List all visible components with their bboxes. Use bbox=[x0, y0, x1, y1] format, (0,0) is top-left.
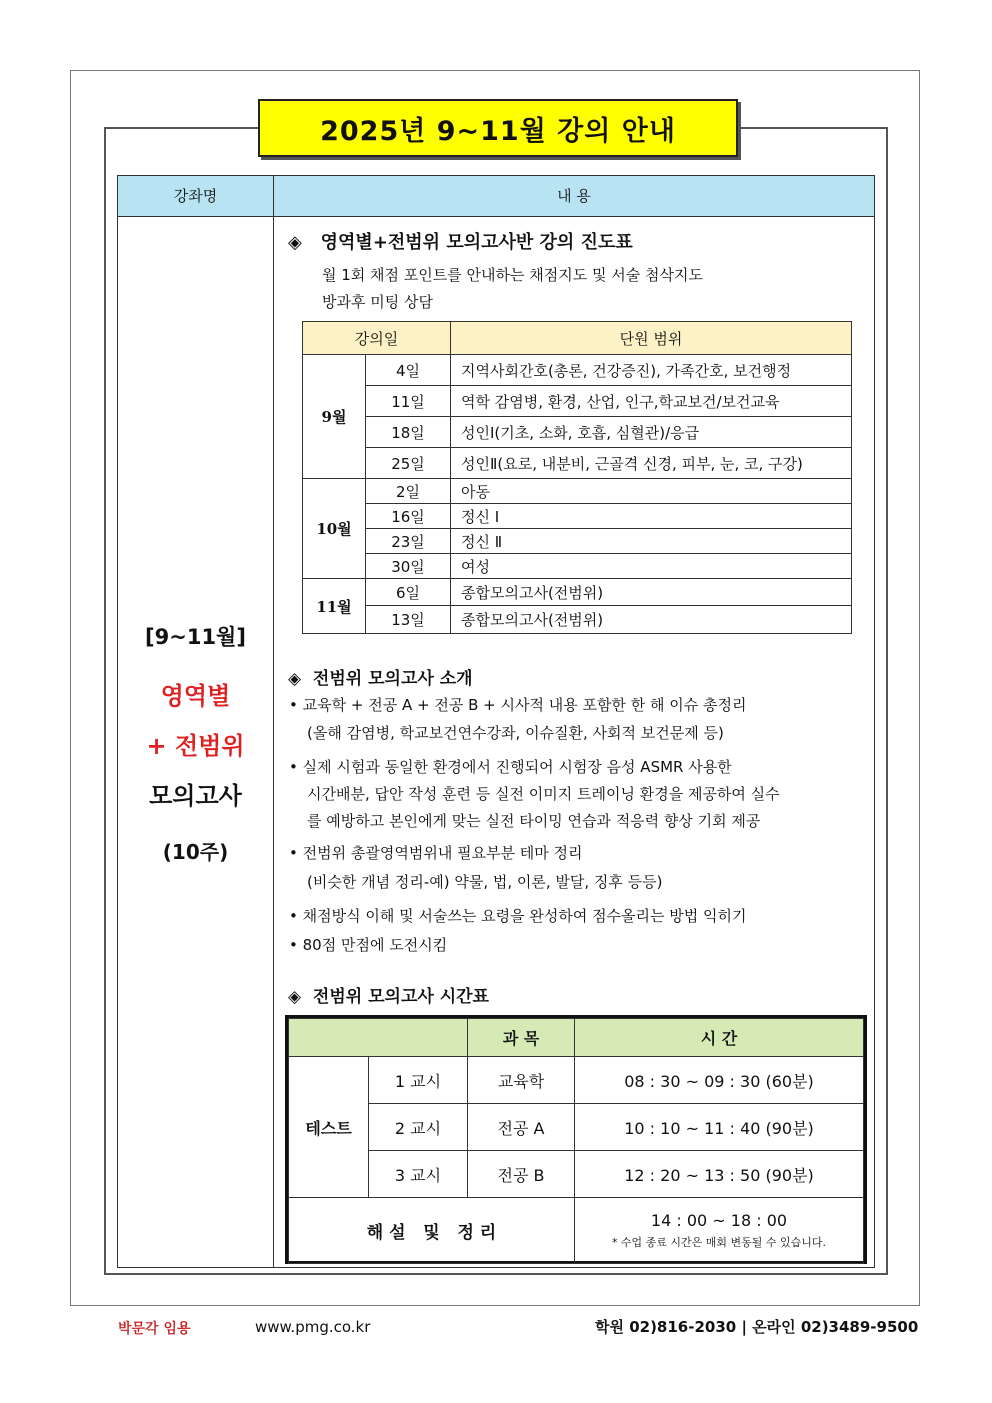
intro-item: • 80점 만점에 도전시킴 bbox=[289, 936, 448, 954]
time-cell: 08 : 30 ~ 09 : 30 (60분) bbox=[575, 1057, 864, 1104]
table-row bbox=[303, 479, 852, 504]
table-row bbox=[289, 1198, 864, 1264]
schedule-title-text: 전범위 모의고사 시간표 bbox=[312, 987, 489, 1007]
day-cell: 4일 bbox=[366, 355, 451, 386]
course-name-line1: 영역별 bbox=[160, 682, 231, 710]
diamond-icon: ◈ bbox=[288, 669, 302, 689]
bullet-icon: • bbox=[289, 936, 298, 954]
review-label: 해 설 및 정 리 bbox=[289, 1198, 575, 1264]
footer-url[interactable]: www.pmg.co.kr bbox=[255, 1318, 371, 1336]
intro-item-cont: 시간배분, 답안 작성 훈련 등 실전 이미지 트레이닝 환경을 제공하여 실수 bbox=[307, 785, 780, 803]
bullet-icon: • bbox=[289, 844, 298, 862]
period-cell: 3 교시 bbox=[369, 1151, 468, 1198]
month-cell: 10월 bbox=[303, 479, 366, 579]
subject-cell: 전공 A bbox=[468, 1104, 575, 1151]
day-cell: 18일 bbox=[366, 417, 451, 448]
day-cell: 6일 bbox=[366, 579, 451, 606]
header-content: 내 용 bbox=[557, 187, 591, 205]
table-row bbox=[303, 417, 852, 448]
time-cell: 12 : 20 ~ 13 : 50 (90분) bbox=[575, 1151, 864, 1198]
intro-title-text: 전범위 모의고사 소개 bbox=[312, 669, 473, 689]
schedule-section-title bbox=[288, 982, 489, 1007]
table-row bbox=[303, 529, 852, 554]
bullet-icon: • bbox=[289, 758, 298, 776]
schedule-col-subject: 과 목 bbox=[468, 1019, 575, 1057]
page-title: 2025년 9~11월 강의 안내 bbox=[258, 99, 738, 157]
course-name-line3: 모의고사 bbox=[149, 782, 242, 810]
day-cell: 11일 bbox=[366, 386, 451, 417]
course-name-cell bbox=[118, 216, 273, 1267]
intro-item-cont: 를 예방하고 본인에게 맞는 실전 타이밍 연습과 적응력 향상 기회 제공 bbox=[307, 812, 761, 830]
table-row bbox=[289, 1104, 864, 1151]
intro-item: • 채점방식 이해 및 서술쓰는 요령을 완성하여 점수올리는 방법 익히기 bbox=[289, 907, 747, 925]
day-cell: 30일 bbox=[366, 554, 451, 579]
progress-desc-line1: 월 1회 채점 포인트를 안내하는 채점지도 및 서술 첨삭지도 bbox=[322, 266, 703, 284]
intro-item: • 교육학 + 전공 A + 전공 B + 시사적 내용 포함한 한 해 이슈 총정리 bbox=[289, 696, 747, 714]
range-cell: 역학 감염병, 환경, 산업, 인구,학교보건/보건교육 bbox=[451, 386, 852, 417]
intro-item: • 전범위 총괄영역범위내 필요부분 테마 정리 bbox=[289, 844, 583, 862]
bullet-icon: • bbox=[289, 907, 298, 925]
schedule-corner bbox=[289, 1019, 468, 1057]
day-cell: 13일 bbox=[366, 606, 451, 634]
table-row bbox=[303, 504, 852, 529]
progress-table bbox=[302, 321, 852, 634]
course-duration: (10주) bbox=[162, 840, 229, 864]
range-cell: 종합모의고사(전범위) bbox=[451, 606, 852, 634]
progress-title-text: 영역별+전범위 모의고사반 강의 진도표 bbox=[320, 232, 633, 253]
range-cell: 성인Ⅱ(요로, 내분비, 근골격 신경, 피부, 눈, 코, 구강) bbox=[451, 448, 852, 479]
schedule-table bbox=[285, 1015, 867, 1264]
range-cell: 지역사회간호(총론, 건강증진), 가족간호, 보건행정 bbox=[451, 355, 852, 386]
table-row bbox=[303, 554, 852, 579]
progress-col-date: 강의일 bbox=[303, 322, 451, 355]
header-course-name: 강좌명 bbox=[173, 187, 218, 205]
progress-desc-line2: 방과후 미팅 상담 bbox=[322, 293, 433, 311]
content-cell bbox=[274, 216, 874, 1267]
schedule-group: 테스트 bbox=[289, 1057, 369, 1198]
range-cell: 아동 bbox=[451, 479, 852, 504]
brand-logo: 박문각 임용 bbox=[118, 1321, 191, 1337]
course-table bbox=[117, 175, 875, 1268]
time-cell: 10 : 10 ~ 11 : 40 (90분) bbox=[575, 1104, 864, 1151]
diamond-icon: ◈ bbox=[288, 987, 302, 1007]
table-row bbox=[303, 386, 852, 417]
progress-col-range: 단원 범위 bbox=[451, 322, 852, 355]
schedule-col-time: 시 간 bbox=[575, 1019, 864, 1057]
range-cell: 성인Ⅰ(기초, 소화, 호흡, 심혈관)/응급 bbox=[451, 417, 852, 448]
footer-phone: 학원 02)816-2030 | 온라인 02)3489-9500 bbox=[595, 1318, 919, 1336]
table-row bbox=[289, 1057, 864, 1104]
intro-item: • 실제 시험과 동일한 환경에서 진행되어 시험장 음성 ASMR 사용한 bbox=[289, 758, 732, 776]
table-row bbox=[303, 355, 852, 386]
intro-item-cont: (비슷한 개념 정리-예) 약물, 법, 이론, 발달, 징후 등등) bbox=[307, 873, 663, 891]
subject-cell: 전공 B bbox=[468, 1151, 575, 1198]
intro-section-title bbox=[288, 664, 473, 689]
diamond-icon: ◈ bbox=[288, 232, 302, 253]
range-cell: 정신 Ⅰ bbox=[451, 504, 852, 529]
review-time-cell bbox=[575, 1198, 864, 1264]
course-name-line2: + 전범위 bbox=[146, 732, 245, 760]
table-row bbox=[303, 448, 852, 479]
day-cell: 25일 bbox=[366, 448, 451, 479]
table-row bbox=[289, 1151, 864, 1198]
range-cell: 종합모의고사(전범위) bbox=[451, 579, 852, 606]
bullet-icon: • bbox=[289, 696, 298, 714]
review-time: 14 : 00 ~ 18 : 00 bbox=[650, 1211, 788, 1230]
intro-item-cont: (올해 감염병, 학교보건연수강좌, 이슈질환, 사회적 보건문제 등) bbox=[307, 724, 724, 742]
day-cell: 23일 bbox=[366, 529, 451, 554]
table-row bbox=[303, 606, 852, 634]
period-cell: 1 교시 bbox=[369, 1057, 468, 1104]
range-cell: 정신 Ⅱ bbox=[451, 529, 852, 554]
month-cell: 9월 bbox=[303, 355, 366, 479]
course-period: [9~11월] bbox=[145, 625, 246, 649]
month-cell: 11월 bbox=[303, 579, 366, 634]
progress-section-title bbox=[288, 228, 633, 254]
day-cell: 16일 bbox=[366, 504, 451, 529]
table-row bbox=[303, 579, 852, 606]
subject-cell: 교육학 bbox=[468, 1057, 575, 1104]
course-table-header bbox=[118, 176, 874, 217]
period-cell: 2 교시 bbox=[369, 1104, 468, 1151]
range-cell: 여성 bbox=[451, 554, 852, 579]
schedule-note: * 수업 종료 시간은 매회 변동될 수 있습니다. bbox=[611, 1236, 827, 1249]
day-cell: 2일 bbox=[366, 479, 451, 504]
